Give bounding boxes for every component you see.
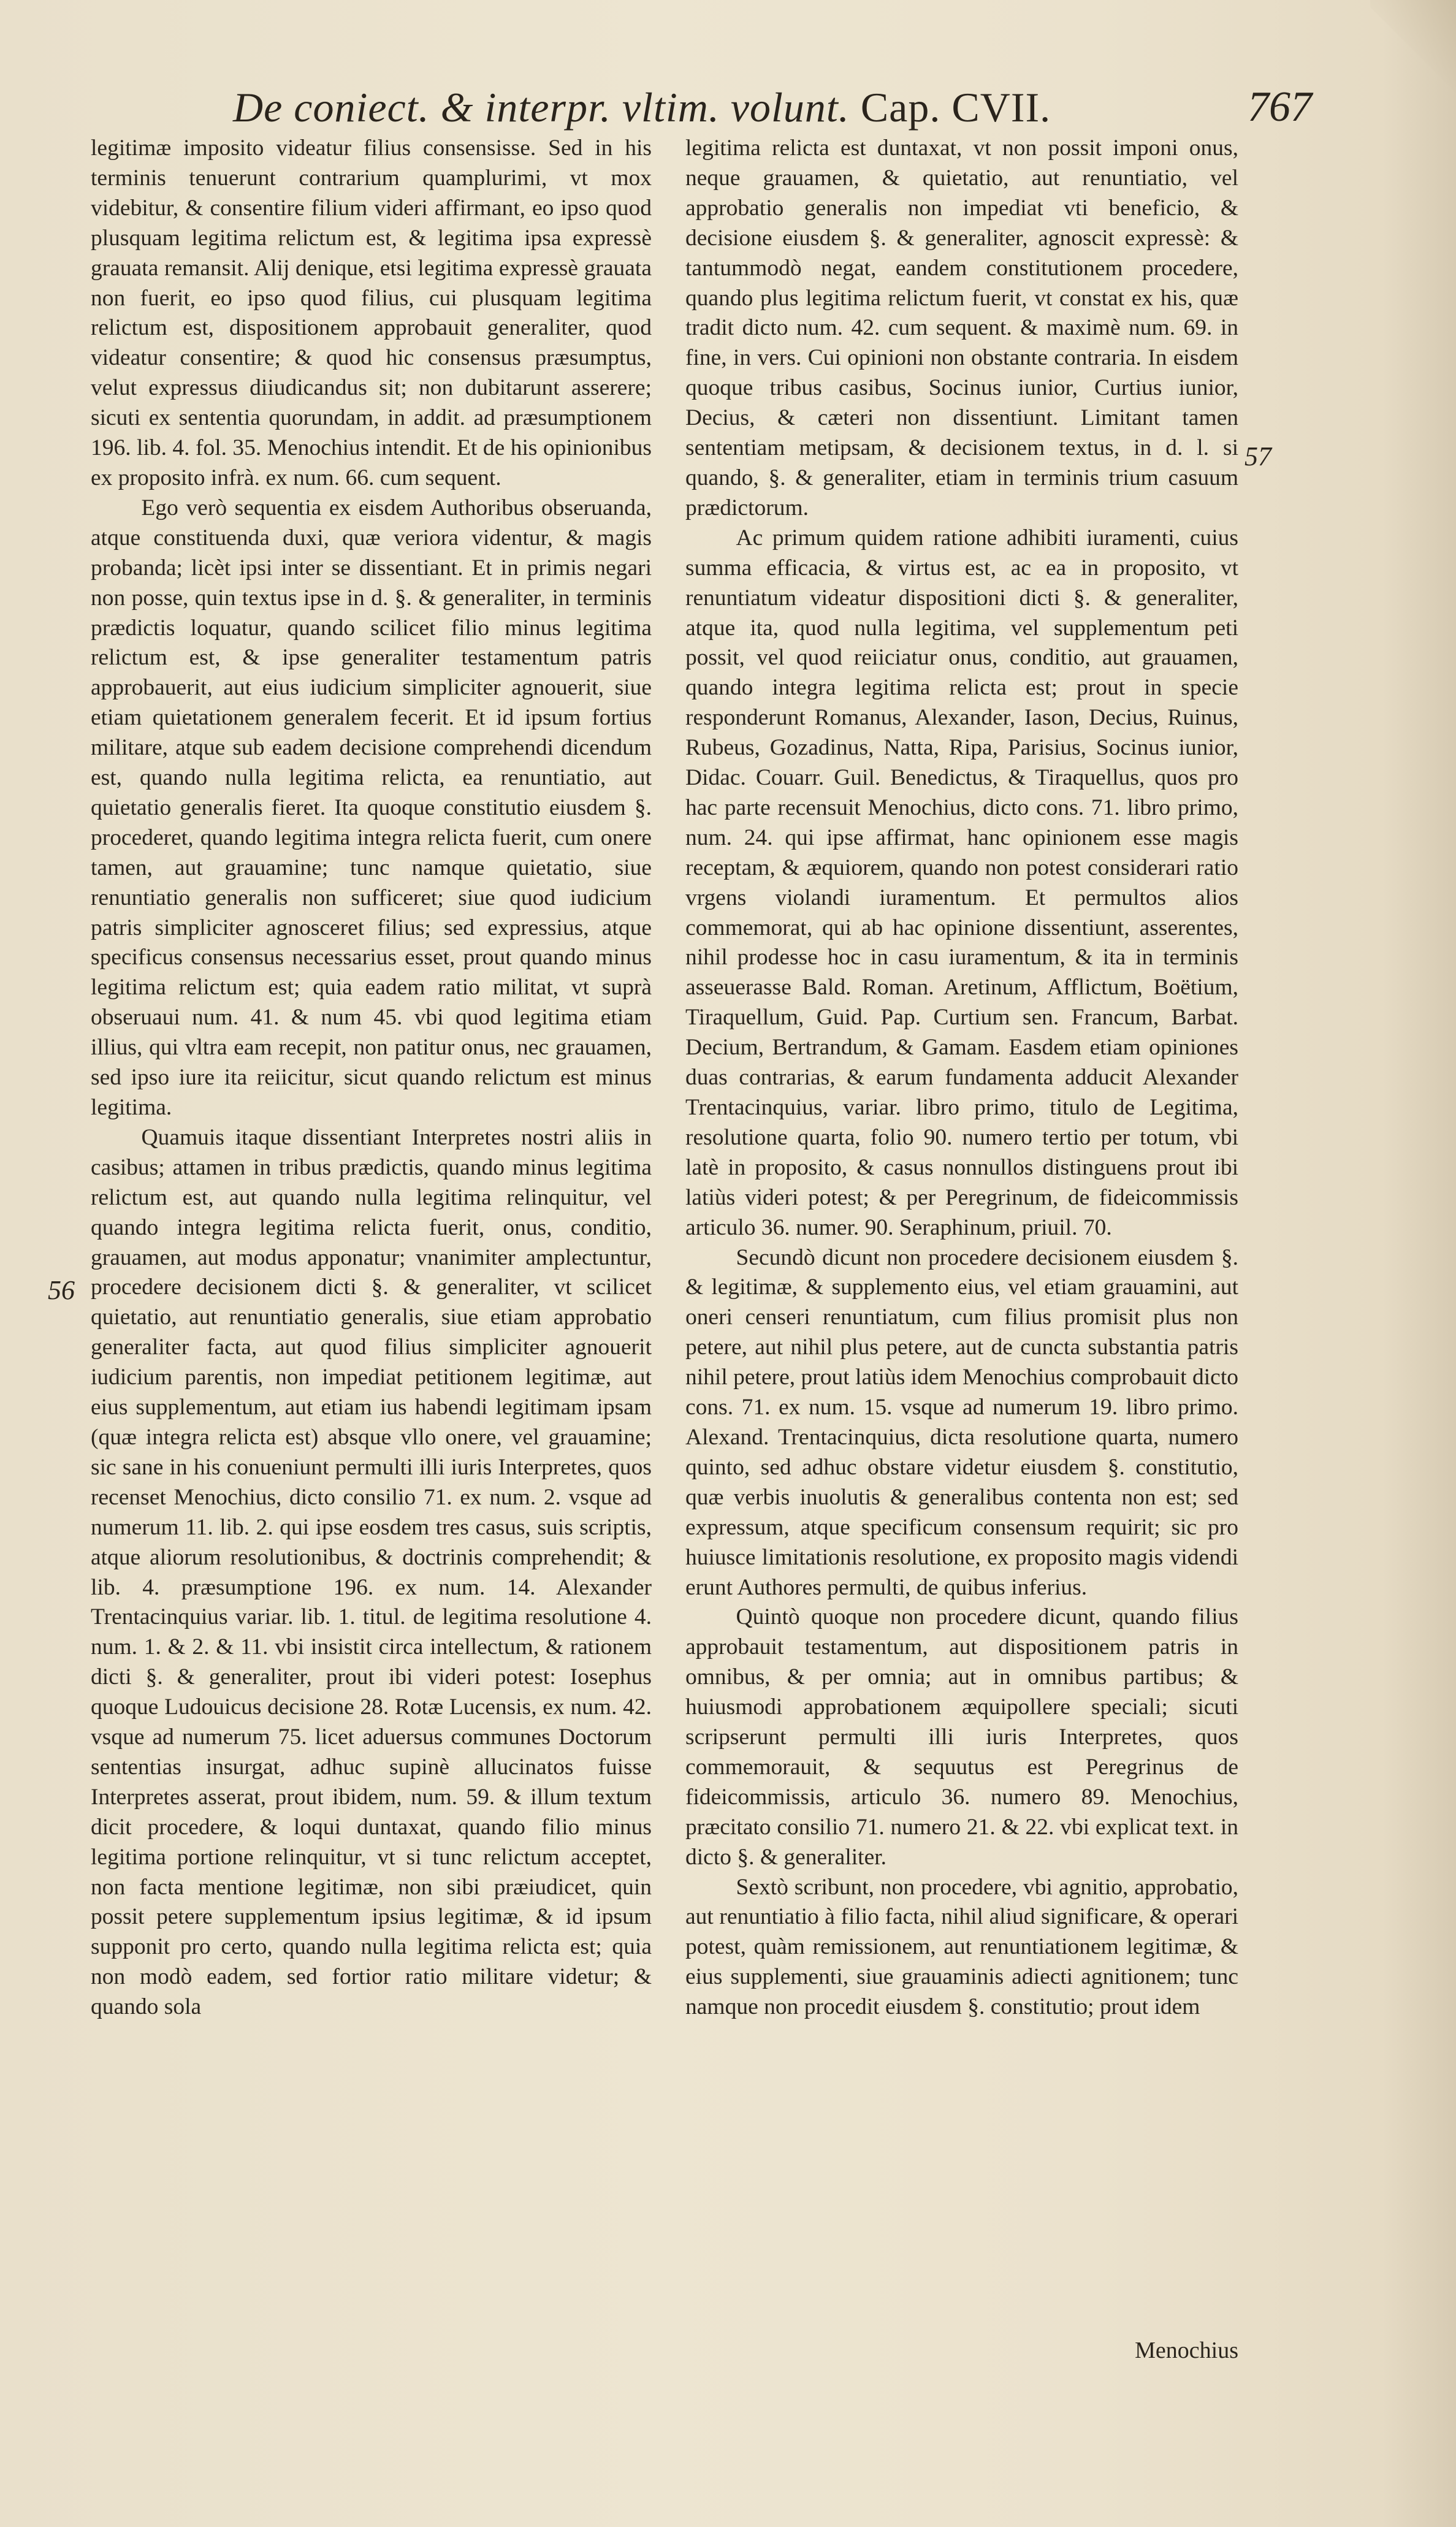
paragraph: Quintò quoque non procedere dicunt, quando filius approbauit testamentum, aut dispositionem patris in omnibus, & per omnia; aut in omnibus partibus; & huiusmodi approbationem æquipollere speciali; sicuti scripserunt permulti illi iuris Interpretes, quos commemorauit, & sequutus est Peregrinus de fideicommissis, articulo 36. numero 89. Menochius, præcitato consilio 71. numero 21. & 22. vbi explicat text. in dicto §. & generaliter. bbox=[685, 1604, 1238, 1870]
paragraph: Secundò dicunt non procedere decisionem eiusdem §. & legitimæ, & supplemento eius, vel etiam grauamini, aut oneri censeri renuntiatum, cum filius promisit plus non petere, aut nihil plus petere, aut de cuncta substantia patris nihil petere, prout latiùs idem Menochius comprobauit dicto cons. 71. ex num. 15. vsque ad numerum 19. libro primo. Alexand. Trentacinquius, dicta resolutione quarta, numero quinto, sed adhuc obstare videtur eiusdem §. constitutio, quæ verbis inuolutis & generalibus contenta non est; sed expressum, atque specificum consensum requirit; sic pro huiusce limitationis resolutione, ex proposito magis videndi erunt Authores permulti, de quibus inferius. bbox=[685, 1244, 1238, 1600]
paragraph: Quamuis itaque dissentiant Interpretes nostri aliis in casibus; attamen in tribus prædictis, quando minus legitima relictum est, aut quando nulla legitima relinquitur, vel quando integra legitima relicta fuerit, onus, conditio, grauamen, aut modus apponatur; vnanimiter amplectuntur, procedere decisionem dicti §. & generaliter, vt scilicet quietatio, aut renuntiatio generalis, siue etiam approbatio generaliter facta, aut quod filius simpliciter agnouerit iudicium parentis, non impediat petitionem legitimæ, aut eius supplementum, aut etiam ius habendi legitimam ipsam (quæ integra relicta est) absque vllo onere, vel grauamine; sic sane in his conueniunt permulti illi iuris Interpretes, quos recenset Menochius, dicto consilio 71. ex num. 2. vsque ad numerum 11. lib. 2. qui ipse eosdem tres casus, suis scriptis, atque aliorum resolutionibus, & doctrinis comprehendit; & lib. 4. præsumptione 196. ex num. 14. Alexander Trentacinquius variar. lib. 1. titul. de legitima resolutione 4. num. 1. & 2. & 11. vbi insistit circa intellectum, & rationem dicti §. & generaliter, prout ibi videri potest: Iosephus quoque Ludouicus decisione 28. Rotæ Lucensis, ex num. 42. vsque ad numerum 75. licet aduersus communes Doctorum sententias insurgat, adhuc supinè allucinatos fuisse Interpretes asserat, prout ibidem, num. 59. & illum textum dicit procedere, & loqui duntaxat, quando filio minus legitima portione relinquitur, vt si tunc relictum acceptet, non facta mentione legitimæ, non sibi præiudicet, quin possit petere supplementum ipsius legitimæ, & id ipsum supponit pro certo, quando nulla legitima relicta est; quia non modò eadem, sed fortior ratio militare videtur; & quando sola bbox=[91, 1124, 652, 2020]
paragraph: Sextò scribunt, non procedere, vbi agnitio, approbatio, aut renuntiatio à filio facta, nihil aliud significare, & operari potest, quàm remissionem, aut renuntiationem legitimæ, & eius supplementi, siue grauaminis adiecti agnitionem; tunc namque non procedit eiusdem §. constitutio; prout idem bbox=[685, 1874, 1238, 2020]
running-title bbox=[233, 80, 1051, 135]
margin-number-right: 57 bbox=[1244, 441, 1271, 471]
catchword: Menochius bbox=[1135, 2338, 1238, 2363]
running-header bbox=[233, 80, 1312, 141]
page-edge-shadow bbox=[1370, 0, 1456, 98]
folio-number: 767 bbox=[1248, 83, 1312, 131]
right-column bbox=[685, 134, 1238, 2500]
paragraph: legitimæ imposito videatur filius consensisse. Sed in his terminis tenuerunt contrarium quamplurimi, vt mox videbitur, & consentire filium videri affirmant, eo ipso quod plusquam legitima relictum est, & legitima ipsa expressè grauata remansit. Alij denique, etsi legitima expressè grauata non fuerit, eo ipso quod filius, cui plusquam legitima relictum est, dispositionem approbauit generaliter, quod videatur consentire; & quod hic consensus præsumptus, velut expressus diiudicandus sit; non dubitarunt asserere; sicuti ex sententia quorundam, in addit. ad præsumptionem 196. lib. 4. fol. 35. Menochius intendit. Et de his opinionibus ex proposito infrà. ex num. 66. cum sequent. bbox=[91, 135, 652, 490]
paragraph: legitima relicta est duntaxat, vt non possit imponi onus, neque grauamen, & quietatio, aut renuntiatio, vel approbatio generalis non impediat vti beneficio, & decisione eiusdem §. & generaliter, agnoscit expressè: & tantummodò negat, eandem constitutionem procedere, quando plus legitima relictum fuerit, vt constat ex his, quæ tradit dicto num. 42. cum sequent. & maximè num. 69. in fine, in vers. Cui opinioni non obstante contraria. In eisdem quoque tribus casibus, Socinus iunior, Curtius iunior, Decius, & cæteri non dissentiunt. Limitant tamen sententiam metipsam, & decisionem textus, in d. l. si quando, §. & generaliter, etiam in terminis trium casuum prædictorum. bbox=[685, 135, 1238, 520]
paragraph: Ac primum quidem ratione adhibiti iuramenti, cuius summa efficacia, & virtus est, ac ea in proposito, vt renuntiatum videatur dispositioni dicti §. & generaliter, atque ita, quod nulla legitima, vel supplementum peti possit, vel quod reiiciatur onus, conditio, aut grauamen, quando integra legitima relicta est; prout in specie responderunt Romanus, Alexander, Iason, Decius, Ruinus, Rubeus, Gozadinus, Natta, Ripa, Parisius, Socinus iunior, Didac. Couarr. Guil. Benedictus, & Tiraquellus, quos pro hac parte recensuit Menochius, dicto cons. 71. libro primo, num. 24. qui ipse affirmat, hanc opinionem esse magis receptam, & æquiorem, quando non potest considerari ratio vrgens violandi iuramentum. Et permultos alios commemorat, qui ab hac opinione dissentiunt, asserentes, nihil prodesse hoc in casu iuramentum, & ita in terminis asseuerasse Bald. Roman. Aretinum, Afflictum, Boëtium, Tiraquellum, Guid. Pap. Curtium sen. Francum, Barbat. Decium, Bertrandum, & Gamam. Easdem etiam opiniones duas contrarias, & earum fundamenta adducit Alexander Trentacinquius, variar. libro primo, titulo de Legitima, resolutione quarta, folio 90. numero tertio per totum, vbi latè in proposito, & casus nonnullos distinguens prout ibi latiùs videri potest; & per Peregrinum, de fideicommissis articulo 36. numer. 90. Seraphinum, priuil. 70. bbox=[685, 525, 1238, 1240]
margin-number-left: 56 bbox=[48, 1275, 75, 1305]
running-title-text: De coniect. & interpr. vltim. volunt. bbox=[233, 84, 850, 131]
paragraph: Ego verò sequentia ex eisdem Authoribus obseruanda, atque constituenda duxi, quæ veriora videntur, & magis probanda; licèt ipsi inter se dissentiant. Et in primis negari non posse, quin textus ipse in d. §. & generaliter, in terminis prædictis loquatur, quando scilicet filio minus legitima relictum est, & ipse generaliter testamentum patris approbauerit, aut eius iudicium simpliciter agnouerit, siue etiam quietationem generalem fecerit. Et id ipsum fortius militare, atque sub eadem decisione comprehendi dicendum est, quando nulla legitima relicta, ea renuntiatio, aut quietatio generalis fieret. Ita quoque constitutio eiusdem §. procederet, quando legitima integra relicta fuerit, cum onere tamen, aut grauamine; tunc namque quietatio, siue renuntiatio generalis non sufficeret; siue quod iudicium patris simpliciter agnosceret filius; sed expressius, atque specificus consensus necessarius esset, prout quando minus legitima relictum est; quia eadem ratio militat, vt suprà obseruaui num. 41. & num 45. vbi quod legitima etiam illius, qui vltra eam recepit, non patitur onus, nec grauamen, sed ipso iure ita reiicitur, sicut quando relictum est minus legitima. bbox=[91, 495, 652, 1120]
left-column bbox=[91, 134, 652, 2500]
chapter-number: Cap. CVII. bbox=[860, 84, 1051, 131]
